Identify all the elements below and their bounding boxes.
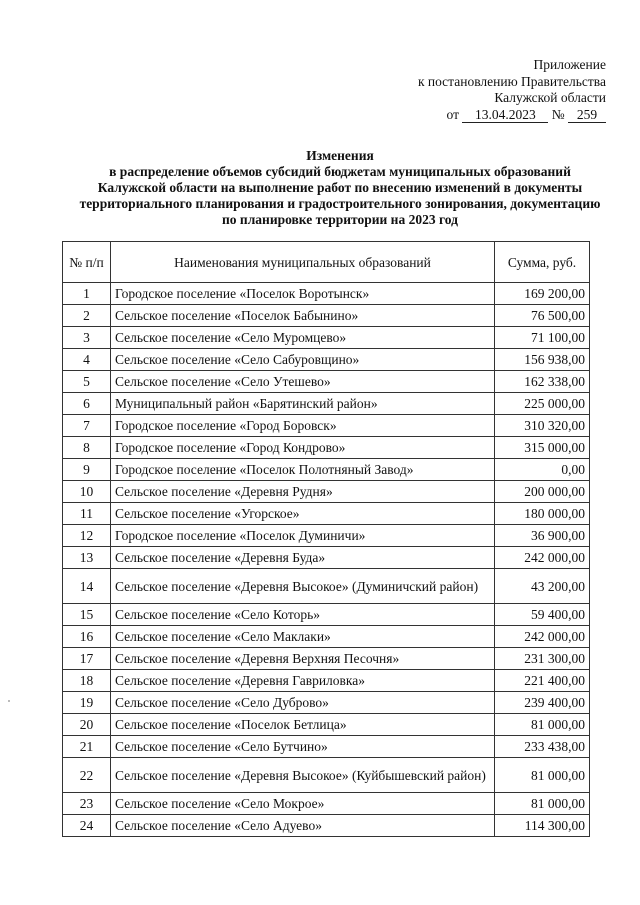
municipality-name: Городское поселение «Поселок Полотняный Завод» (111, 459, 495, 481)
appendix-line-1: Приложение (533, 57, 606, 72)
row-number: 11 (63, 503, 111, 525)
subsidy-amount: 315 000,00 (495, 437, 590, 459)
row-number: 16 (63, 626, 111, 648)
table-row (63, 648, 590, 670)
header-num: № п/п (63, 242, 111, 283)
municipality-name: Сельское поселение «Село Муромцево» (111, 327, 495, 349)
row-number: 2 (63, 305, 111, 327)
municipality-name: Сельское поселение «Село Адуево» (111, 815, 495, 837)
title-line-1: Изменения (306, 148, 374, 163)
table-row (63, 371, 590, 393)
municipality-name: Сельское поселение «Село Мокрое» (111, 793, 495, 815)
title-line-4: территориального планирования и градостроительного зонирования, документацию (79, 196, 601, 211)
table-row (63, 327, 590, 349)
municipality-name: Сельское поселение «Поселок Бетлица» (111, 714, 495, 736)
municipality-name: Сельское поселение «Село Бутчино» (111, 736, 495, 758)
document-title (40, 148, 640, 228)
subsidy-amount: 169 200,00 (495, 283, 590, 305)
table-row (63, 758, 590, 793)
table-row (63, 393, 590, 415)
subsidy-amount: 0,00 (495, 459, 590, 481)
header-sum: Сумма, руб. (495, 242, 590, 283)
table-row (63, 481, 590, 503)
municipality-name: Сельское поселение «Деревня Буда» (111, 547, 495, 569)
table-header-row (63, 242, 590, 283)
municipality-name: Сельское поселение «Село Дуброво» (111, 692, 495, 714)
municipality-name: Городское поселение «Город Кондрово» (111, 437, 495, 459)
row-number: 24 (63, 815, 111, 837)
row-number: 21 (63, 736, 111, 758)
subsidy-amount: 200 000,00 (495, 481, 590, 503)
table-row (63, 569, 590, 604)
decree-number: 259 (568, 108, 606, 123)
subsidy-amount: 114 300,00 (495, 815, 590, 837)
table-row (63, 305, 590, 327)
subsidy-amount: 156 938,00 (495, 349, 590, 371)
scan-speck (8, 700, 10, 702)
subsidy-amount: 242 000,00 (495, 626, 590, 648)
row-number: 20 (63, 714, 111, 736)
table-row (63, 714, 590, 736)
row-number: 14 (63, 569, 111, 604)
row-number: 10 (63, 481, 111, 503)
municipality-name: Сельское поселение «Деревня Верхняя Песочня» (111, 648, 495, 670)
table-row (63, 415, 590, 437)
row-number: 12 (63, 525, 111, 547)
subsidy-amount: 81 000,00 (495, 758, 590, 793)
municipality-name: Сельское поселение «Угорское» (111, 503, 495, 525)
table-row (63, 459, 590, 481)
subsidy-amount: 71 100,00 (495, 327, 590, 349)
title-line-3: Калужской области на выполнение работ по внесению изменений в документы (97, 180, 583, 195)
row-number: 17 (63, 648, 111, 670)
table-row (63, 503, 590, 525)
appendix-line-2: к постановлению Правительства (417, 73, 606, 89)
subsidy-amount: 221 400,00 (495, 670, 590, 692)
subsidy-table (62, 241, 590, 837)
from-label: от (446, 106, 459, 122)
municipality-name: Сельское поселение «Деревня Рудня» (111, 481, 495, 503)
row-number: 13 (63, 547, 111, 569)
municipality-name: Муниципальный район «Барятинский район» (111, 393, 495, 415)
header-name: Наименования муниципальных образований (111, 242, 495, 283)
subsidy-amount: 162 338,00 (495, 371, 590, 393)
row-number: 1 (63, 283, 111, 305)
subsidy-amount: 81 000,00 (495, 714, 590, 736)
table-row (63, 547, 590, 569)
subsidy-amount: 225 000,00 (495, 393, 590, 415)
appendix-header (418, 57, 606, 123)
municipality-name: Сельское поселение «Поселок Бабынино» (111, 305, 495, 327)
table-row (63, 626, 590, 648)
subsidy-amount: 43 200,00 (495, 569, 590, 604)
municipality-name: Сельское поселение «Село Сабуровщино» (111, 349, 495, 371)
row-number: 9 (63, 459, 111, 481)
table-row (63, 692, 590, 714)
subsidy-amount: 310 320,00 (495, 415, 590, 437)
table-row (63, 604, 590, 626)
row-number: 19 (63, 692, 111, 714)
municipality-name: Городское поселение «Город Боровск» (111, 415, 495, 437)
subsidy-amount: 239 400,00 (495, 692, 590, 714)
subsidy-amount: 180 000,00 (495, 503, 590, 525)
table-row (63, 437, 590, 459)
municipality-name: Сельское поселение «Село Утешево» (111, 371, 495, 393)
subsidy-amount: 59 400,00 (495, 604, 590, 626)
row-number: 15 (63, 604, 111, 626)
municipality-name: Сельское поселение «Село Маклаки» (111, 626, 495, 648)
table-row (63, 736, 590, 758)
row-number: 23 (63, 793, 111, 815)
appendix-line-3: Калужской области (494, 90, 606, 105)
row-number: 22 (63, 758, 111, 793)
row-number: 5 (63, 371, 111, 393)
table-row (63, 815, 590, 837)
municipality-name: Сельское поселение «Деревня Высокое» (Куйбышевский район) (111, 758, 495, 793)
table-row (63, 283, 590, 305)
appendix-date-line (418, 107, 606, 124)
row-number: 8 (63, 437, 111, 459)
subsidy-amount: 231 300,00 (495, 648, 590, 670)
row-number: 6 (63, 393, 111, 415)
table-row (63, 349, 590, 371)
row-number: 3 (63, 327, 111, 349)
table-row (63, 670, 590, 692)
subsidy-amount: 81 000,00 (495, 793, 590, 815)
subsidy-amount: 233 438,00 (495, 736, 590, 758)
table-row (63, 793, 590, 815)
municipality-name: Городское поселение «Поселок Думиничи» (111, 525, 495, 547)
subsidy-amount: 36 900,00 (495, 525, 590, 547)
decree-date: 13.04.2023 (462, 108, 548, 123)
municipality-name: Сельское поселение «Село Которь» (111, 604, 495, 626)
number-label: № (551, 106, 565, 122)
row-number: 7 (63, 415, 111, 437)
row-number: 18 (63, 670, 111, 692)
municipality-name: Сельское поселение «Деревня Гавриловка» (111, 670, 495, 692)
table-row (63, 525, 590, 547)
title-line-2: в распределение объемов субсидий бюджетам муниципальных образований (109, 164, 571, 179)
municipality-name: Городское поселение «Поселок Воротынск» (111, 283, 495, 305)
subsidy-amount: 242 000,00 (495, 547, 590, 569)
subsidy-amount: 76 500,00 (495, 305, 590, 327)
municipality-name: Сельское поселение «Деревня Высокое» (Думиничский район) (111, 569, 495, 604)
row-number: 4 (63, 349, 111, 371)
title-line-5: по планировке территории на 2023 год (222, 212, 458, 227)
